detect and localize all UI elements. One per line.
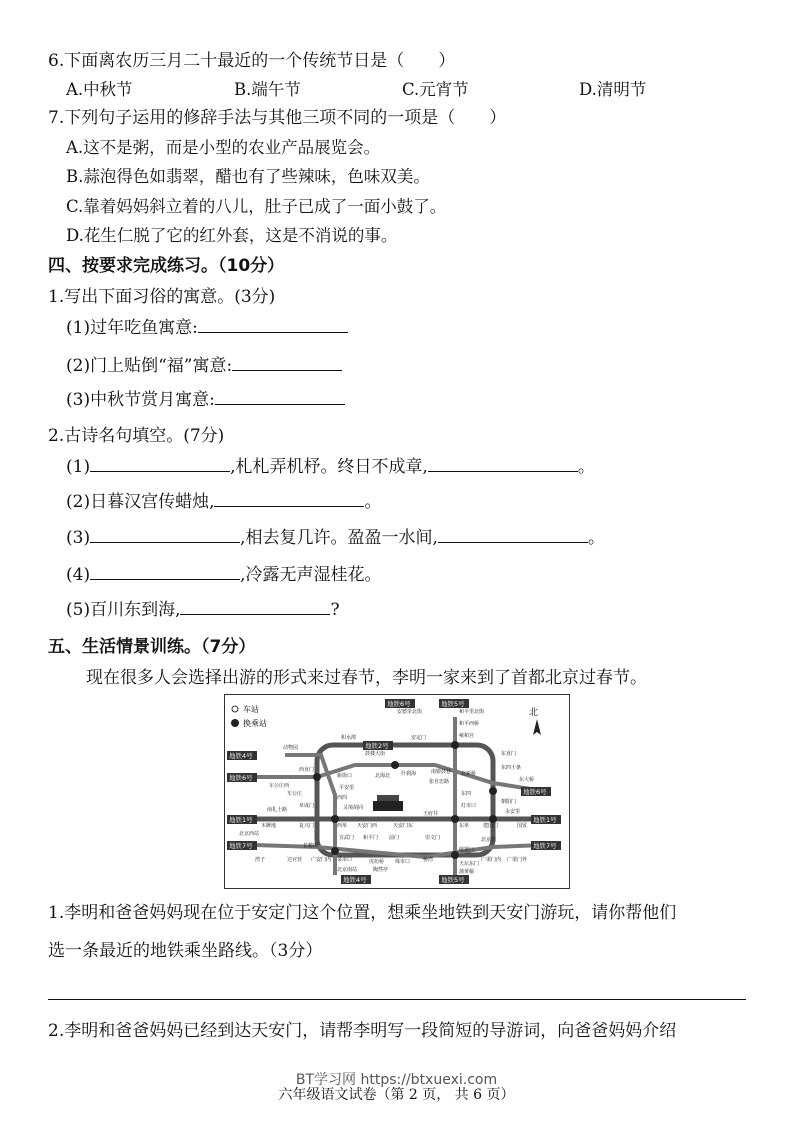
q6-option-d: D.清明节	[579, 80, 647, 99]
answer-blank[interactable]	[90, 526, 240, 543]
transfer-dot	[313, 773, 321, 781]
station-label: 珠市口	[395, 859, 411, 865]
station-label: 积水潭	[341, 735, 357, 741]
station-label: 朝阳门	[501, 799, 517, 805]
poem-line-5-pre: (5)百川东到海,	[66, 600, 181, 620]
station-label: 桥湾	[423, 857, 434, 863]
transfer-dot	[489, 815, 497, 823]
tag-line4-bottom-label: 地铁4号	[343, 876, 367, 884]
station-label: 西四	[337, 795, 348, 801]
section4-title: 四、按要求完成练习。（10分）	[48, 256, 285, 276]
station-label: 湾子	[255, 857, 266, 863]
footer-watermark: BT学习网 https://btxuexi.com	[295, 1072, 498, 1088]
tiananmen-roof	[377, 795, 399, 801]
tiananmen-icon	[373, 801, 403, 811]
station-label: 张自忠路	[429, 779, 450, 785]
answer-blank[interactable]	[214, 490, 364, 507]
station-label: 东单	[459, 823, 470, 829]
q6-stem: 6.下面离农历三月二十最近的一个传统节日是（ ）	[48, 51, 456, 71]
station-label: 王府井	[423, 811, 439, 817]
legend-transfer-icon	[231, 719, 239, 727]
transfer-dot	[331, 815, 339, 823]
station-label: 北新桥	[461, 771, 477, 777]
custom-item-3-label: (3)中秋节赏月寓意:	[66, 390, 215, 410]
poem-line-4-end: ,冷露无声湿桂花。	[240, 565, 382, 585]
tag-line6-west-label: 地铁6号	[229, 774, 253, 782]
answer-blank[interactable]	[180, 598, 330, 615]
station-label: 天坛东门	[459, 861, 480, 867]
line-6	[253, 765, 543, 791]
station-label: 车公庄西	[269, 783, 290, 789]
section5-title: 五、生活情景训练。（7分）	[48, 637, 256, 657]
poem-line-4-pre: (4)	[66, 565, 91, 585]
station-label: 阜成门	[299, 803, 315, 809]
station-label: 什刹海	[401, 771, 417, 777]
station-label: 平安里	[339, 785, 355, 791]
station-label: 灵境胡同	[343, 805, 364, 811]
tag-line7-west-label: 地铁7号	[229, 842, 253, 850]
station-label: 蒲黄榆	[459, 869, 475, 875]
station-label: 西单	[337, 823, 348, 829]
custom-item-1	[66, 316, 348, 339]
transfer-dot	[451, 741, 459, 749]
poem-line-3-pre: (3)	[66, 528, 91, 548]
legend-station-label: 车站	[243, 705, 259, 714]
tag-line7-east-label: 地铁7号	[533, 842, 557, 850]
transfer-dot	[391, 761, 399, 769]
q7-option-c: C.靠着妈妈斜立着的八儿，肚子已成了一面小鼓了。	[66, 197, 447, 216]
poem-line-5-end: ?	[330, 600, 340, 620]
station-label: 国贸	[517, 823, 528, 829]
footer-page-number: 六年级语文试卷（第 2 页， 共 6 页）	[278, 1087, 515, 1103]
station-label: 复兴门	[299, 823, 315, 829]
station-label: 磁器口	[459, 847, 475, 853]
station-label: 灯市口	[461, 803, 477, 809]
answer-line[interactable]	[48, 999, 746, 1000]
station-label: 新街口	[337, 773, 353, 779]
tag-line5-bottom-label: 地铁5号	[441, 876, 465, 884]
subway-map-svg	[225, 695, 569, 888]
transfer-dot	[489, 787, 497, 795]
poem-line-2-end: 。	[364, 492, 382, 512]
subway-map	[224, 694, 570, 889]
station-label: 菜市口	[337, 857, 353, 863]
station-label: 安德里北街	[397, 709, 423, 715]
station-label: 鼓楼大街	[365, 751, 386, 757]
answer-blank[interactable]	[428, 455, 578, 472]
answer-blank[interactable]	[198, 316, 348, 333]
station-label: 天安门东	[393, 823, 414, 829]
tag-line1-east-label: 地铁1号	[533, 816, 557, 824]
q6-option-b: B.端午节	[234, 80, 301, 99]
section4-sub1-title: 1.写出下面习俗的寓意。(3分)	[48, 287, 276, 307]
station-label: 陶然亭	[373, 867, 389, 873]
answer-blank[interactable]	[232, 354, 342, 371]
poem-line-3-end: 。	[587, 528, 605, 548]
q7-stem: 7.下列句子运用的修辞手法与其他三项不同的一项是（ ）	[48, 108, 507, 128]
q6-option-c: C.元宵节	[402, 80, 469, 99]
poem-line-2-pre: (2)日暮汉宫传蜡烛,	[66, 492, 215, 512]
poem-line-3	[66, 526, 605, 549]
section5-intro: 现在很多人会选择出游的形式来过春节，李明一家来到了首都北京过春节。	[86, 668, 647, 688]
station-label: 广渠门外	[507, 857, 528, 863]
tag-line6-top-label: 地铁6号	[387, 700, 411, 708]
q6-option-a: A.中秋节	[66, 80, 133, 99]
station-label: 和平里北街	[459, 709, 485, 715]
legend-station-icon	[232, 706, 238, 712]
transfer-dot	[451, 815, 459, 823]
station-label: 永安里	[505, 809, 521, 815]
poem-line-4	[66, 563, 382, 586]
answer-blank[interactable]	[90, 563, 240, 580]
poem-line-5	[66, 598, 340, 621]
station-label: 东四十条	[501, 765, 522, 771]
tag-line5-top-label: 地铁5号	[441, 700, 465, 708]
poem-line-3-mid: ,相去复几许。盈盈一水间,	[240, 528, 438, 548]
station-label: 虎坊桥	[369, 859, 385, 865]
custom-item-1-label: (1)过年吃鱼寓意:	[66, 318, 198, 338]
station-label: 和平门	[363, 835, 379, 841]
station-label: 雍和宫	[459, 733, 475, 739]
custom-item-3	[66, 388, 345, 411]
station-label: 南礼士路	[267, 807, 288, 813]
poem-line-1-mid: ,札札弄机杼。终日不成章,	[230, 457, 428, 477]
station-label: 广安门内	[311, 857, 332, 863]
station-label: 木樨地	[261, 823, 277, 829]
transfer-dot	[331, 847, 339, 855]
station-label: 达官营	[287, 857, 303, 863]
station-label: 北京站	[481, 837, 497, 843]
answer-blank[interactable]	[215, 388, 345, 405]
poem-line-1-pre: (1)	[66, 457, 91, 477]
section5-q2-line1: 2.李明和爸爸妈妈已经到达天安门，请帮李明写一段简短的导游词，向爸爸妈妈介绍	[48, 1021, 677, 1041]
station-label: 长椿街	[303, 843, 319, 849]
poem-line-1	[66, 455, 595, 478]
tag-line4-top-label: 地铁4号	[229, 752, 253, 760]
answer-blank[interactable]	[90, 455, 230, 472]
custom-item-2	[66, 354, 342, 377]
tag-line1-west-label: 地铁1号	[229, 816, 253, 824]
station-label: 广渠门内	[481, 857, 502, 863]
station-label: 建国门	[483, 823, 499, 829]
north-label: 北	[529, 708, 539, 718]
answer-blank[interactable]	[438, 526, 588, 543]
station-label: 和平西桥	[459, 721, 480, 727]
section5-q1-line1: 1.李明和爸爸妈妈现在位于安定门这个位置，想乘坐地铁到天安门游玩，请你帮他们	[48, 903, 677, 923]
poem-line-1-end: 。	[577, 457, 595, 477]
legend-transfer-label: 换乘站	[243, 719, 267, 728]
q7-option-b: B.蒜泡得色如翡翠，醋也有了些辣味，色味双美。	[66, 167, 430, 186]
north-arrow-icon	[533, 719, 541, 735]
section5-q1-line2: 选一条最近的地铁乘坐路线。（3分）	[48, 941, 323, 961]
station-label: 东大桥	[519, 777, 535, 783]
station-label: 北京西站	[239, 831, 260, 837]
q7-option-d: D.花生仁脱了它的红外套，这是不消说的事。	[66, 226, 398, 245]
station-label: 车公庄	[287, 791, 303, 797]
station-label: 宣武门	[339, 835, 355, 841]
station-label: 东四	[461, 791, 472, 797]
poem-line-2	[66, 490, 381, 513]
station-label: 崇文门	[425, 835, 441, 841]
station-label: 南锣鼓巷	[431, 769, 452, 775]
station-label: 前门	[389, 835, 400, 841]
station-label: 北京南站	[337, 867, 358, 873]
tag-line2-label: 地铁2号	[365, 742, 389, 750]
line-7	[253, 845, 543, 857]
q7-option-a: A.这不是粥，而是小型的农业产品展览会。	[66, 138, 381, 157]
station-label: 动物园	[283, 745, 299, 751]
section4-sub2-title: 2.古诗名句填空。(7分)	[48, 426, 225, 446]
transfer-dot	[451, 851, 459, 859]
custom-item-2-label: (2)门上贴倒“福”寓意:	[66, 356, 233, 376]
station-label: 天安门西	[357, 823, 378, 829]
tag-line6-east-label: 地铁6号	[523, 788, 547, 796]
station-label: 西直门	[299, 767, 315, 773]
station-label: 北海北	[375, 773, 391, 779]
station-label: 东直门	[501, 751, 517, 757]
station-label: 安定门	[411, 735, 427, 741]
